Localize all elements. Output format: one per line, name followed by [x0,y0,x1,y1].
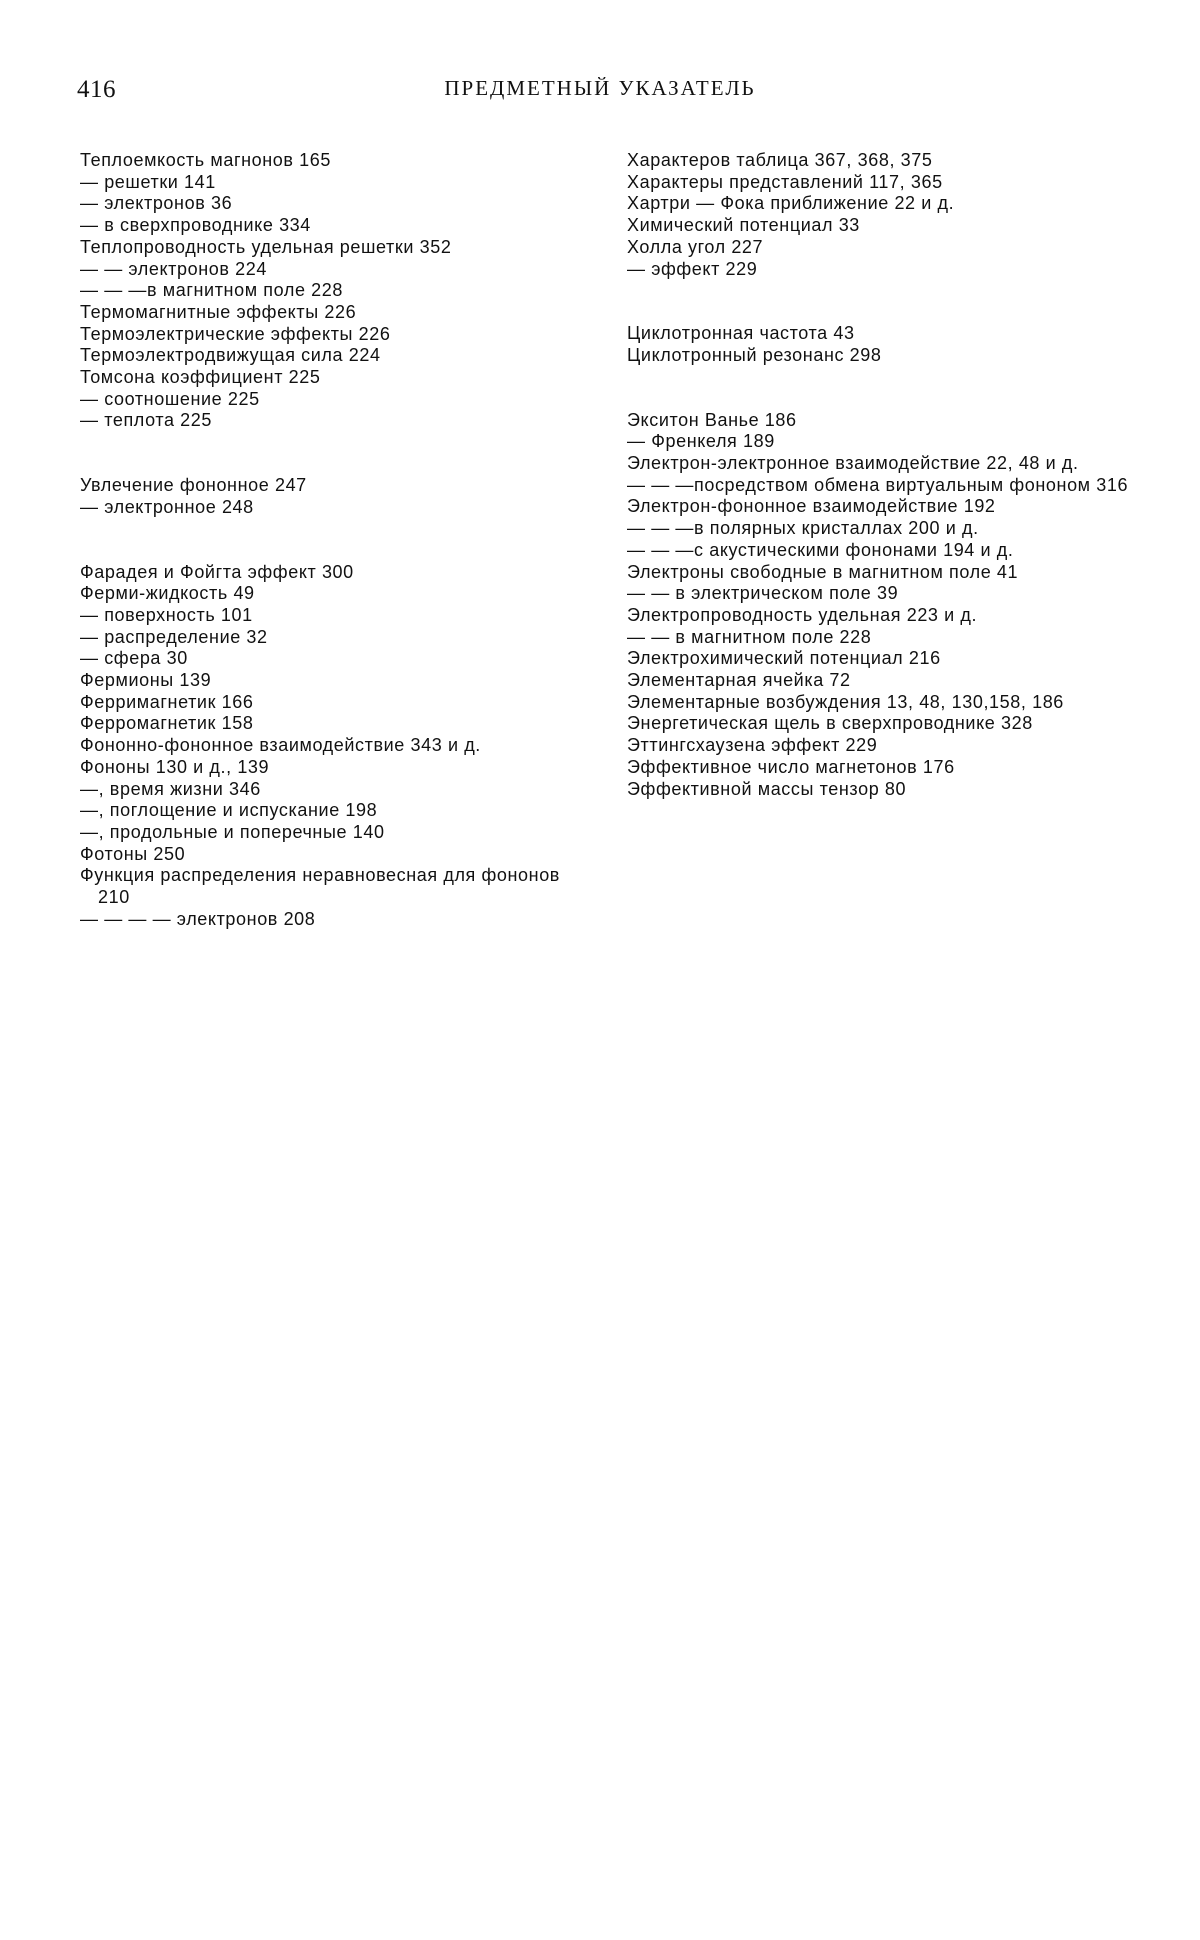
index-entry: — — в электрическом поле 39 [627,583,899,604]
index-column-left [80,150,590,931]
index-entry: Характеры представлений 117, 365 [627,171,943,192]
index-entry: Термоэлектродвижущая сила 224 [80,345,381,366]
index-entry: — сфера 30 [80,648,188,669]
index-entry: —, время жизни 346 [80,778,261,799]
section-gap [80,519,590,562]
index-entry: Функция распределения неравновесная для фононов 210 [80,865,560,908]
section-gap [627,280,1137,323]
index-entry: Теплоемкость магнонов 165 [80,150,332,170]
index-entry: Ферримагнетик 166 [80,691,254,712]
index-entry: Холла угол 227 [627,236,764,257]
index-entry: Характеров таблица 367, 368, 375 [627,150,933,170]
section-gap [80,432,590,475]
index-entry: —, поглощение и испускание 198 [80,800,378,821]
index-entry: Циклотронная частота 43 [627,323,855,344]
index-entry: — решетки 141 [80,171,216,192]
index-entry: Эффективной массы тензор 80 [627,778,907,799]
index-entry: Термомагнитные эффекты 226 [80,301,357,322]
index-entry: — в сверхпроводнике 334 [80,215,311,236]
index-entry: Энергетическая щель в сверхпроводнике 328 [627,713,1033,734]
index-entry: Ферми-жидкость 49 [80,583,255,604]
index-entry: Ферромагнетик 158 [80,713,254,734]
index-entry: Эттингсхаузена эффект 229 [627,735,878,756]
index-entry: Эффективное число магнетонов 176 [627,756,955,777]
index-entry: — — —в магнитном поле 228 [80,280,343,301]
index-entry: — электронное 248 [80,496,254,517]
index-entry: Электрон-фононное взаимодействие 192 [627,496,996,517]
index-entry: — — — — электронов 208 [80,908,316,929]
index-entry: Электрохимический потенциал 216 [627,648,941,669]
index-entry: Элементарные возбуждения 13, 48, 130,158, 186 [627,691,1064,712]
index-entry: — — —посредством обмена виртуальным фононом 316 [627,474,1129,495]
index-entry: Увлечение фононное 247 [80,475,307,496]
index-entry: Теплопроводность удельная решетки 352 [80,236,452,257]
index-entry: — эффект 229 [627,258,758,279]
index-entry: Фермионы 139 [80,670,212,691]
index-entry: — электронов 36 [80,193,233,214]
index-entry: Электрон-электронное взаимодействие 22, 48 и д. [627,453,1079,474]
index-entry: —, продольные и поперечные 140 [80,821,385,842]
index-entry: — — —в полярных кристаллах 200 и д. [627,518,979,539]
index-entry: — распределение 32 [80,626,268,647]
running-head: ПРЕДМЕТНЫЙ УКАЗАТЕЛЬ [444,76,756,100]
index-entry: — Френкеля 189 [627,431,775,452]
section-gap [627,367,1137,410]
index-entry: — — электронов 224 [80,258,267,279]
index-entry: — — в магнитном поле 228 [627,626,872,647]
index-entry: Хартри — Фока приближение 22 и д. [627,193,955,214]
index-entry: Фарадея и Фойгта эффект 300 [80,561,354,582]
index-entry: — — —с акустическими фононами 194 и д. [627,539,1014,560]
index-entry: — поверхность 101 [80,604,253,625]
index-entry: Экситон Ванье 186 [627,409,797,430]
index-entry: Томсона коэффициент 225 [80,367,321,388]
index-entry: Химический потенциал 33 [627,215,860,236]
index-entry: Фононно-фононное взаимодействие 343 и д. [80,735,481,756]
index-entry: Фононы 130 и д., 139 [80,756,270,777]
index-entry: Фотоны 250 [80,843,186,864]
index-column-right [627,150,1137,800]
index-entry: Электропроводность удельная 223 и д. [627,604,978,625]
index-entry: Термоэлектрические эффекты 226 [80,323,391,344]
index-entry: — соотношение 225 [80,388,260,409]
index-entry: — теплота 225 [80,410,213,431]
index-entry: Электроны свободные в магнитном поле 41 [627,561,1019,582]
index-entry: Элементарная ячейка 72 [627,670,851,691]
index-entry: Циклотронный резонанс 298 [627,344,882,365]
page-number: 416 [77,76,116,103]
